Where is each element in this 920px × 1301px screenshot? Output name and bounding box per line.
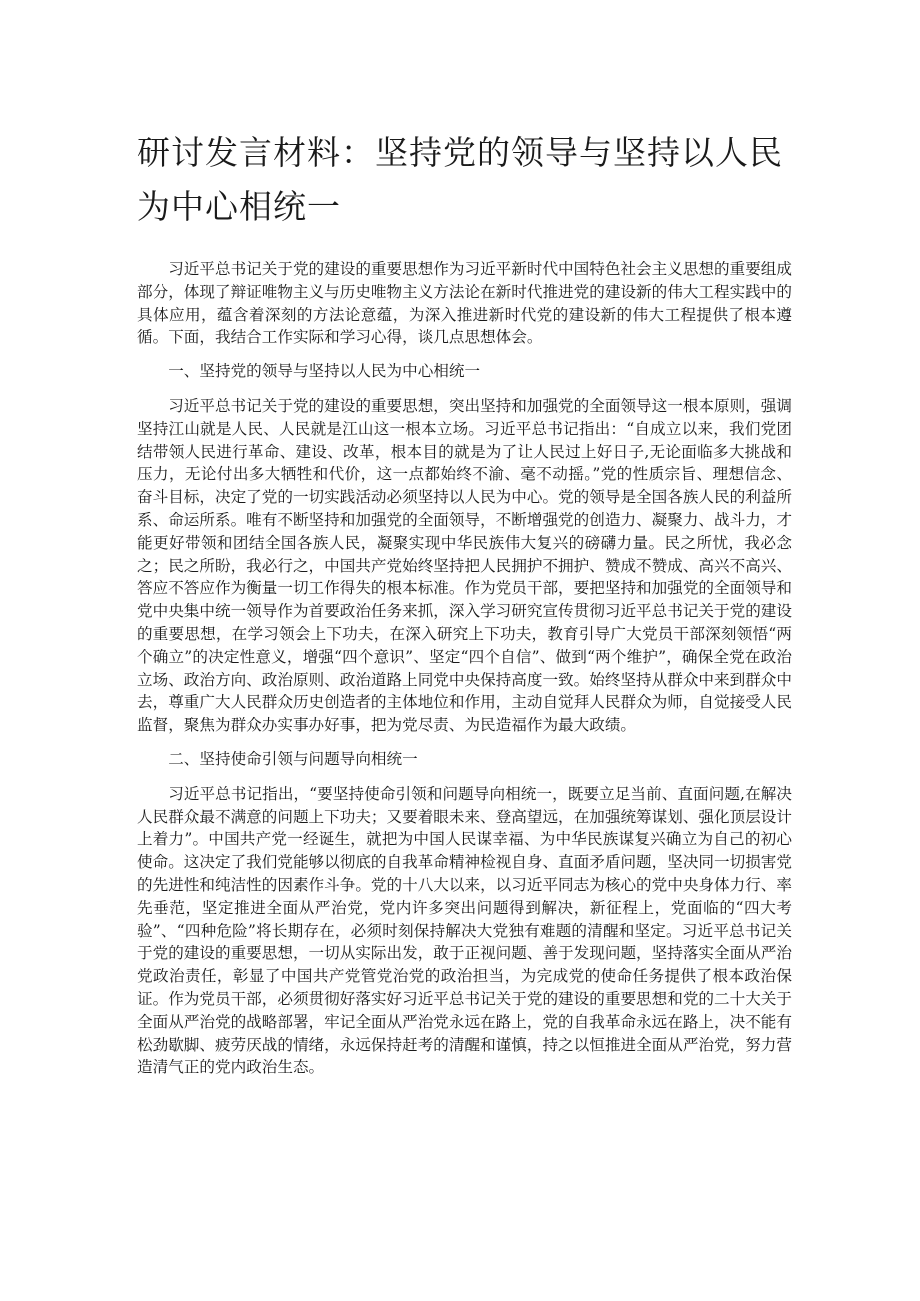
document-body xyxy=(137,258,792,1090)
section-heading-2: 二、坚持使命引领与问题导向相统一 xyxy=(168,749,418,768)
section-1-paragraph: 习近平总书记关于党的建设的重要思想，突出坚持和加强党的全面领导这一根本原则，强调坚持江山就是人民、人民就是江山这一根本立场。习近平总书记指出：“自成立以来，我们党团结带领人民进行革命、建设、改革，根本目的就是为了让人民过上好日子,无论面临多大挑战和压力，无论付出多大牺牲和代价，这一点都始终不渝、毫不动摇。”党的性质宗旨、理想信念、奋斗目标，决定了党的一切实践活动必须坚持以人民为中心。党的领导是全国各族人民的利益所系、命运所系。唯有不断坚持和加强党的全面领导，不断增强党的创造力、凝聚力、战斗力，才能更好带领和团结全国各族人民，凝聚实现中华民族伟大复兴的磅礴力量。民之所忧，我必念之；民之所盼，我必行之，中国共产党始终坚持把人民拥护不拥护、赞成不赞成、高兴不高兴、答应不答应作为衡量一切工作得失的根本标准。作为党员干部，要把坚持和加强党的全面领导和党中央集中统一领导作为首要政治任务来抓，深入学习研究宣传贯彻习近平总书记关于党的建设的重要思想，在学习领会上下功夫，在深入研究上下功夫，教育引导广大党员干部深刻领悟“两个确立”的决定性意义，增强“四个意识”、坚定“四个自信”、做到“两个维护”，确保全党在政治立场、政治方向、政治原则、政治道路上同党中央保持高度一致。始终坚持从群众中来到群众中去，尊重广大人民群众历史创造者的主体地位和作用，主动自觉拜人民群众为师，自觉接受人民监督，聚焦为群众办实事办好事，把为党尽责、为民造福作为最大政绩。 xyxy=(137,396,792,735)
document-title: 研讨发言材料：坚持党的领导与坚持以人民为中心相统一 xyxy=(137,133,783,226)
intro-paragraph: 习近平总书记关于党的建设的重要思想作为习近平新时代中国特色社会主义思想的重要组成部分，体现了辩证唯物主义与历史唯物主义方法论在新时代推进党的建设新的伟大工程实践中的具体应用，蕴含着深刻的方法论意蕴，为深入推进新时代党的建设新的伟大工程提供了根本遵循。下面，我结合工作实际和学习心得，谈几点思想体会。 xyxy=(137,260,792,347)
section-heading-1: 一、坚持党的领导与坚持以人民为中心相统一 xyxy=(168,362,481,381)
section-2-paragraph: 习近平总书记指出，“要坚持使命引领和问题导向相统一，既要立足当前、直面问题,在解决人民群众最不满意的问题上下功夫；又要着眼未来、登高望远，在加强统筹谋划、强化顶层设计上着力”。中国共产党一经诞生，就把为中国人民谋幸福、为中华民族谋复兴确立为自己的初心使命。这决定了我们党能够以彻底的自我革命精神检视自身、直面矛盾问题，坚决同一切损害党的先进性和纯洁性的因素作斗争。党的十八大以来，以习近平同志为核心的党中央身体力行、率先垂范，坚定推进全面从严治党，党内许多突出问题得到解决，新征程上，党面临的“四大考验”、“四种危险”将长期存在，必须时刻保持解决大党独有难题的清醒和坚定。习近平总书记关于党的建设的重要思想，一切从实际出发，敢于正视问题、善于发现问题，坚持落实全面从严治党政治责任，彰显了中国共产党管党治党的政治担当，为完成党的使命任务提供了根本政治保证。作为党员干部，必须贯彻好落实好习近平总书记关于党的建设的重要思想和党的二十大关于全面从严治党的战略部署，牢记全面从严治党永远在路上，党的自我革命永远在路上，决不能有松劲歇脚、疲劳厌战的情绪，永远保持赶考的清醒和谨慎，持之以恒推进全面从严治党，努力营造清气正的党内政治生态。 xyxy=(137,784,792,1077)
